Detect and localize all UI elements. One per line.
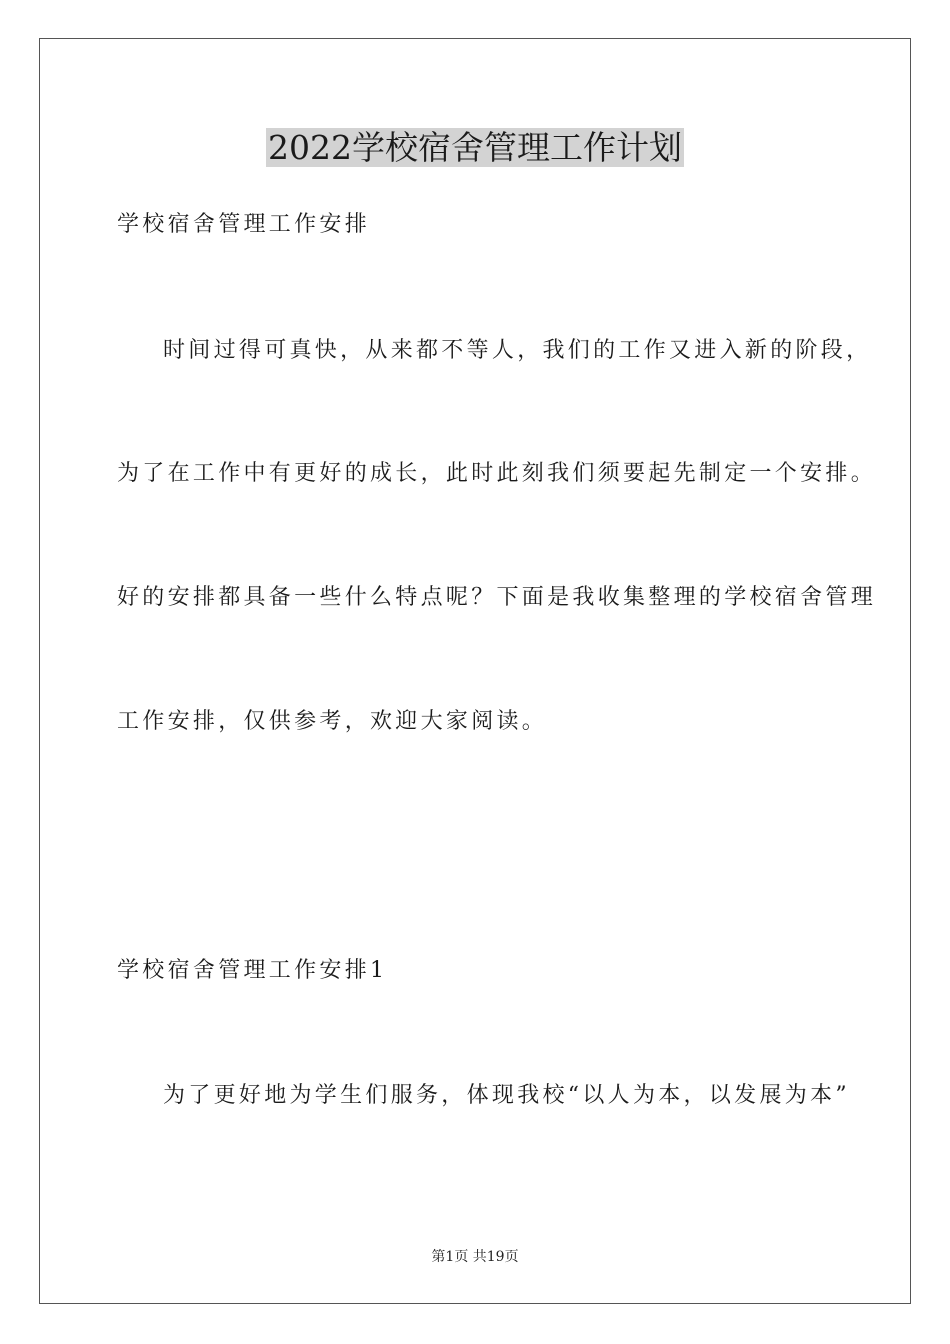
title-text: 2022学校宿舍管理工作计划: [268, 128, 682, 167]
paragraph-line: 工作安排，仅供参考，欢迎大家阅读。: [117, 709, 548, 734]
section-heading: 学校宿舍管理工作安排1: [117, 958, 388, 983]
paragraph-line: 时间过得可真快，从来都不等人，我们的工作又进入新的阶段，: [163, 338, 872, 363]
page-footer: 第1页 共19页: [431, 1249, 519, 1265]
paragraph-line: 为了更好地为学生们服务，体现我校“以人为本，以发展为本”: [163, 1083, 850, 1108]
paragraph-line: 好的安排都具备一些什么特点呢？下面是我收集整理的学校宿舍管理: [117, 585, 877, 610]
document-title: [0, 128, 950, 168]
section-heading: 学校宿舍管理工作安排: [117, 212, 371, 237]
paragraph-line: 为了在工作中有更好的成长，此时此刻我们须要起先制定一个安排。: [117, 461, 877, 486]
